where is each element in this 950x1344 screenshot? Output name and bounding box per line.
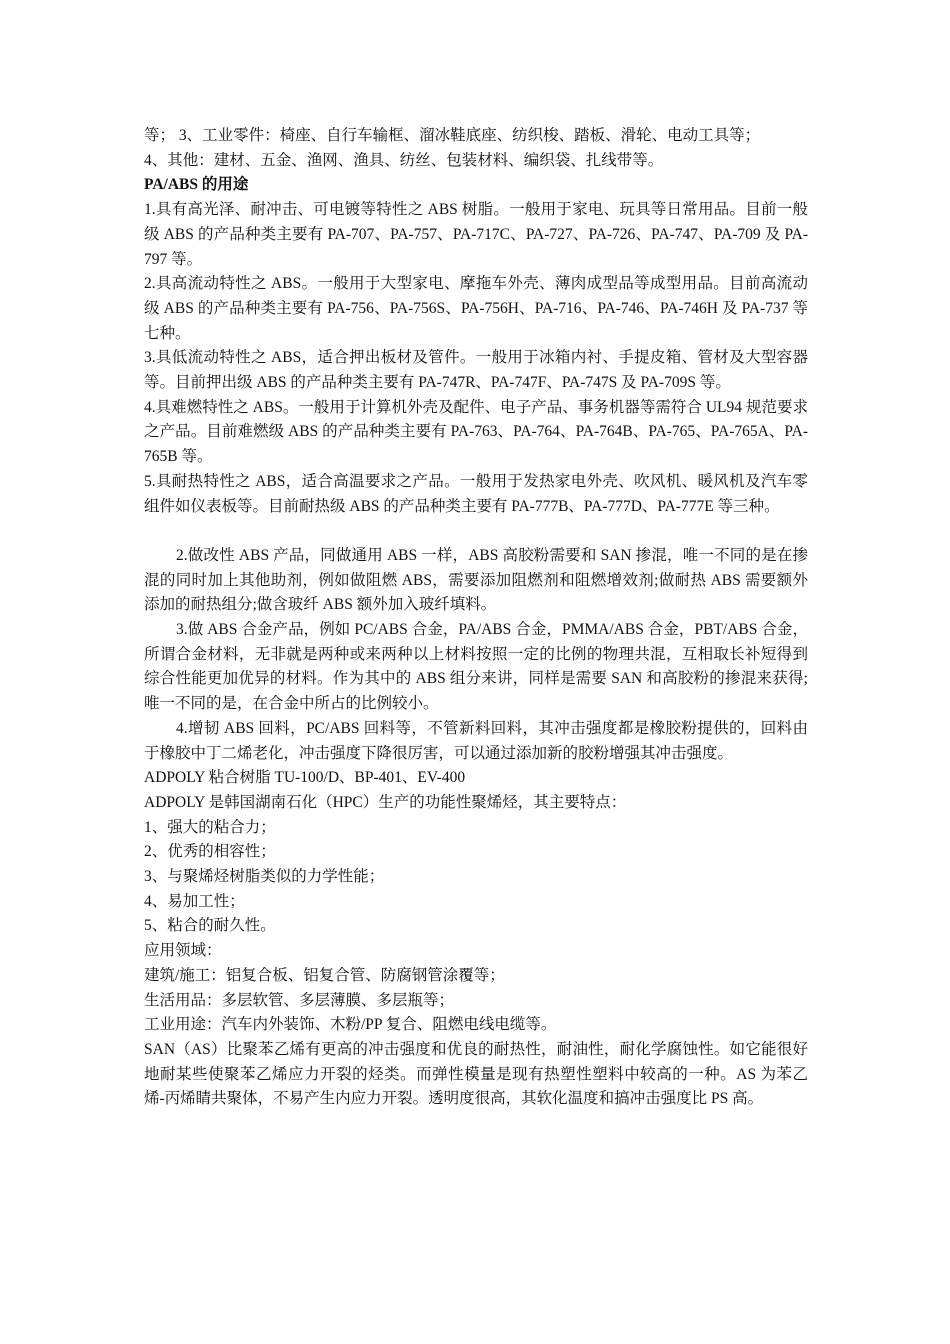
adpoly-title: ADPOLY 粘合树脂 TU-100/D、BP-401、EV-400 (144, 769, 466, 787)
pa-abs-item-4: 4.具难燃特性之 ABS。一般用于计算机外壳及配件、电子产品、事务机器等需符合 UL94 规范要求之产品。目前难燃级 ABS 的产品种类主要有 PA-763、PA-764、PA-764B、PA-765、PA-765A、PA-765B 等。 (144, 398, 808, 466)
adpoly-apps-label: 应用领域： (144, 942, 222, 960)
pa-abs-item-3: 3.具低流动特性之 ABS，适合押出板材及管件。一般用于冰箱内衬、手提皮箱、管材及大型容器等。目前押出级 ABS 的产品种类主要有 PA-747R、PA-747F、PA-747S 及 PA-709S 等。 (144, 349, 808, 392)
intro-line-2: 4、其他：建材、五金、渔网、渔具、纺丝、包装材料、编织袋、扎线带等。 (144, 151, 664, 169)
modified-paragraph-4: 4.增韧 ABS 回料，PC/ABS 回料等，不管新料回料，其冲击强度都是橡胶粉提供的，回料由于橡胶中丁二烯老化，冲击强度下降很厉害，可以通过添加新的胶粉增强其冲击强度。 (144, 719, 808, 762)
blank-line (144, 519, 808, 544)
adpoly-app-industrial: 工业用途：汽车内外装饰、木粉/PP 复合、阻燃电线电缆等。 (144, 1016, 557, 1034)
pa-abs-heading: PA/ABS 的用途 (144, 176, 249, 194)
adpoly-feature-3: 3、与聚烯烃树脂类似的力学性能； (144, 868, 385, 886)
pa-abs-item-2: 2.具高流动特性之 ABS。一般用于大型家电、摩拖车外壳、薄肉成型品等成型用品。目前高流动级 ABS 的产品种类主要有 PA-756、PA-756S、PA-756H、PA-716、PA-746、PA-746H 及 PA-737 等七种。 (144, 275, 808, 342)
pa-abs-item-5: 5.具耐热特性之 ABS，适合高温要求之产品。一般用于发热家电外壳、吹风机、暖风机及汽车零组件如仪表板等。目前耐热级 ABS 的产品种类主要有 PA-777B、PA-777D、PA-777E 等三种。 (144, 472, 808, 515)
adpoly-feature-5: 5、粘合的耐久性。 (144, 917, 276, 935)
adpoly-feature-4: 4、易加工性； (144, 892, 245, 910)
document-page (144, 124, 808, 1112)
adpoly-app-construction: 建筑/施工：铝复合板、铝复合管、防腐钢管涂覆等； (144, 966, 505, 984)
modified-paragraph-2: 2.做改性 ABS 产品，同做通用 ABS 一样，ABS 高胶粉需要和 SAN 掺混，唯一不同的是在掺混的同时加上其他助剂，例如做阻燃 ABS，需要添加阻燃剂和阻燃增效剂;做耐热 ABS 需要额外添加的耐热组分;做含玻纤 ABS 额外加入玻纤填料。 (144, 546, 808, 614)
adpoly-app-daily: 生活用品：多层软管、多层薄膜、多层瓶等； (144, 991, 455, 1009)
adpoly-intro: ADPOLY 是韩国湖南石化（HPC）生产的功能性聚烯烃，其主要特点： (144, 793, 627, 811)
modified-paragraph-3: 3.做 ABS 合金产品，例如 PC/ABS 合金，PA/ABS 合金，PMMA/ABS 合金，PBT/ABS 合金，所谓合金材料，无非就是两种或来两种以上材料按照一定的比例的物理共混，互相取长补短得到综合性能更加优异的材料。作为其中的 ABS 组分来讲，同样是需要 SAN 和高胶粉的掺混来获得;唯一不同的是，在合金中所占的比例较小。 (144, 621, 808, 713)
intro-line-1: 等； 3、工业零件：椅座、自行车输框、溜冰鞋底座、纺织梭、踏板、滑轮、电动工具等； (144, 127, 761, 144)
san-paragraph: SAN（AS）比聚苯乙烯有更高的冲击强度和优良的耐热性，耐油性，耐化学腐蚀性。如它能很好地耐某些使聚苯乙烯应力开裂的烃类。而弹性模量是现有热塑性塑料中较高的一种。AS 为苯乙烯-丙烯睛共聚体，不易产生内应力开裂。透明度很高，其软化温度和搞冲击强度比 PS 高。 (144, 1041, 808, 1108)
adpoly-feature-2: 2、优秀的相容性； (144, 843, 276, 861)
adpoly-feature-1: 1、强大的粘合力； (144, 818, 276, 836)
pa-abs-item-1: 1.具有高光泽、耐冲击、可电镀等特性之 ABS 树脂。一般用于家电、玩具等日常用品。目前一般级 ABS 的产品种类主要有 PA-707、PA-757、PA-717C、PA-727、PA-726、PA-747、PA-709 及 PA-797 等。 (144, 201, 808, 268)
